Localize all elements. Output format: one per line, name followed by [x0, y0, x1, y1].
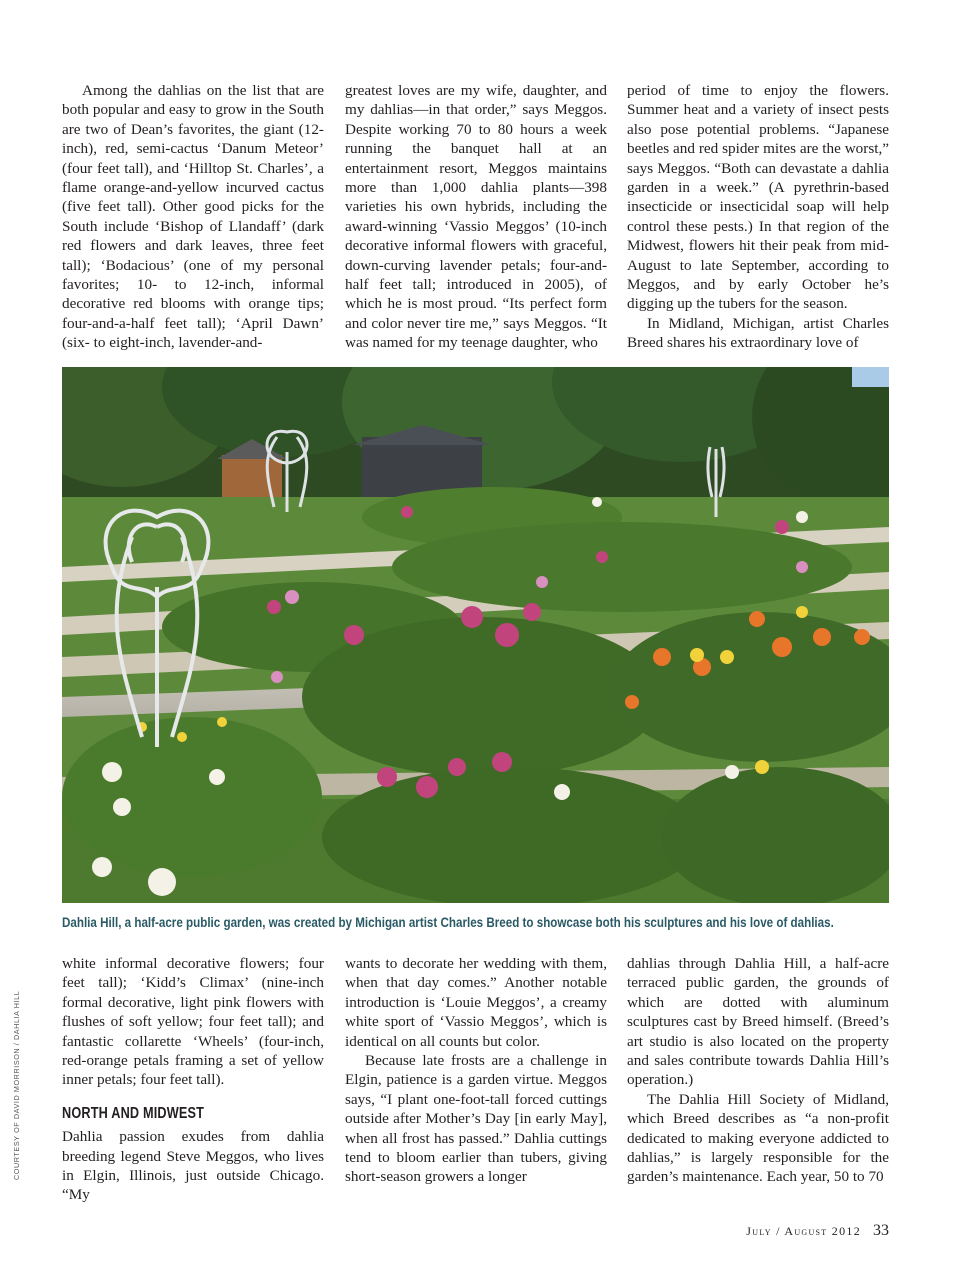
- paragraph: Dahlia passion exudes from dahlia breeding legend Steve Meggos, who lives in Elgin, Illinois, just outside Chicago. “My: [62, 1128, 324, 1204]
- column-3-bottom: [627, 954, 889, 1187]
- column-2-bottom: [345, 954, 607, 1187]
- paragraph: period of time to enjoy the flowers. Summer heat and a variety of insect pests also pose potential problems. “Japanese beetles and red spider mites are the worst,” says Meggos. “Both can devastate a dahlia garden in a week.” (A pyrethrin-based insecticide or insecticidal soap will help control these pests.) In that region of the Midwest, flowers hit their peak from mid-August to late September, according to Meggos, and by early October he’s digging up the tubers for the season.: [627, 82, 889, 313]
- column-1-top: [62, 81, 324, 353]
- column-1-bottom: [62, 954, 324, 1205]
- paragraph: white informal decorative flowers; four feet tall); ‘Kidd’s Climax’ (nine-inch formal decorative, light pink flowers with flushes of soft yellow; four feet tall); and fantastic collarette ‘Wheels’ (four-inch, red-orange petals framing a set of yellow inner petals; four feet tall).: [62, 955, 324, 1089]
- column-2-top: [345, 81, 607, 353]
- photo-credit: COURTESY OF DAVID MORRISON / DAHLIA HILL: [12, 990, 21, 1180]
- dahlia-hill-photo: [62, 367, 889, 903]
- paragraph: Among the dahlias on the list that are both popular and easy to grow in the South are two of Dean’s favorites, the giant (12-inch), red, semi-cactus ‘Danum Meteor’ (four feet tall), and ‘Hilltop St. Charles’, a flame orange-and-yellow incurved cactus (five feet tall). Other good picks for the South include ‘Bishop of Llandaff’ (dark red flowers and dark leaves, three feet tall); ‘Bodacious’ (one of my personal favorites; 10- to 12-inch, informal decorative red blooms with orange tips; four-and-a-half feet tall); ‘April Dawn’ (six- to eight-inch, lavender-and-: [62, 82, 324, 352]
- paragraph: In Midland, Michigan, artist Charles Breed shares his extraordinary love of: [627, 314, 889, 352]
- issue-date: July / August 2012: [746, 1224, 861, 1238]
- section-heading: NORTH AND MIDWEST: [62, 1104, 205, 1122]
- paragraph: greatest loves are my wife, daughter, and my dahlias—in that order,” says Meggos. Despite working 70 to 80 hours a week running the banquet hall at an entertainment resort, Meggos maintains more than 1,000 dahlia plants—398 varieties his own hybrids, including the award-winning ‘Vassio Meggos’ (10-inch decorative informal flowers with graceful, down-curving lavender petals; four-and-half feet tall; introduced in 2005), of which he is most proud. “Its perfect form and color never tire me,” says Meggos. “It was named for my teenage daughter, who: [345, 82, 607, 352]
- column-3-top: [627, 81, 889, 353]
- paragraph: dahlias through Dahlia Hill, a half-acre terraced public garden, the grounds of which are dotted with aluminum sculptures cast by Breed himself. (Breed’s art studio is also located on the property and sales contribute towards Dahlia Hill’s operation.): [627, 955, 889, 1089]
- paragraph: The Dahlia Hill Society of Midland, which Breed describes as “a non-profit dedicated to making everyone addicted to dahlias,” is largely responsible for the garden’s maintenance. Each year, 50 to 70: [627, 1090, 889, 1186]
- paragraph: wants to decorate her wedding with them, when that day comes.” Another notable introduction is ‘Louie Meggos’, a creamy white sport of ‘Vassio Meggos’, which is identical on all counts but color.: [345, 955, 607, 1050]
- paragraph: Because late frosts are a challenge in Elgin, patience is a garden virtue. Meggos says, “I plant one-foot-tall forced cuttings outside after Mother’s Day [in early May], when all frost has passed.” Dahlia cuttings tend to bloom earlier than tubers, giving short-season growers a longer: [345, 1052, 607, 1186]
- photo-caption: Dahlia Hill, a half-acre public garden, was created by Michigan artist Charles Breed to showcase both his sculptures and his love of dahlias.: [62, 915, 834, 930]
- page-footer: [746, 1222, 889, 1240]
- page-number: 33: [873, 1222, 889, 1239]
